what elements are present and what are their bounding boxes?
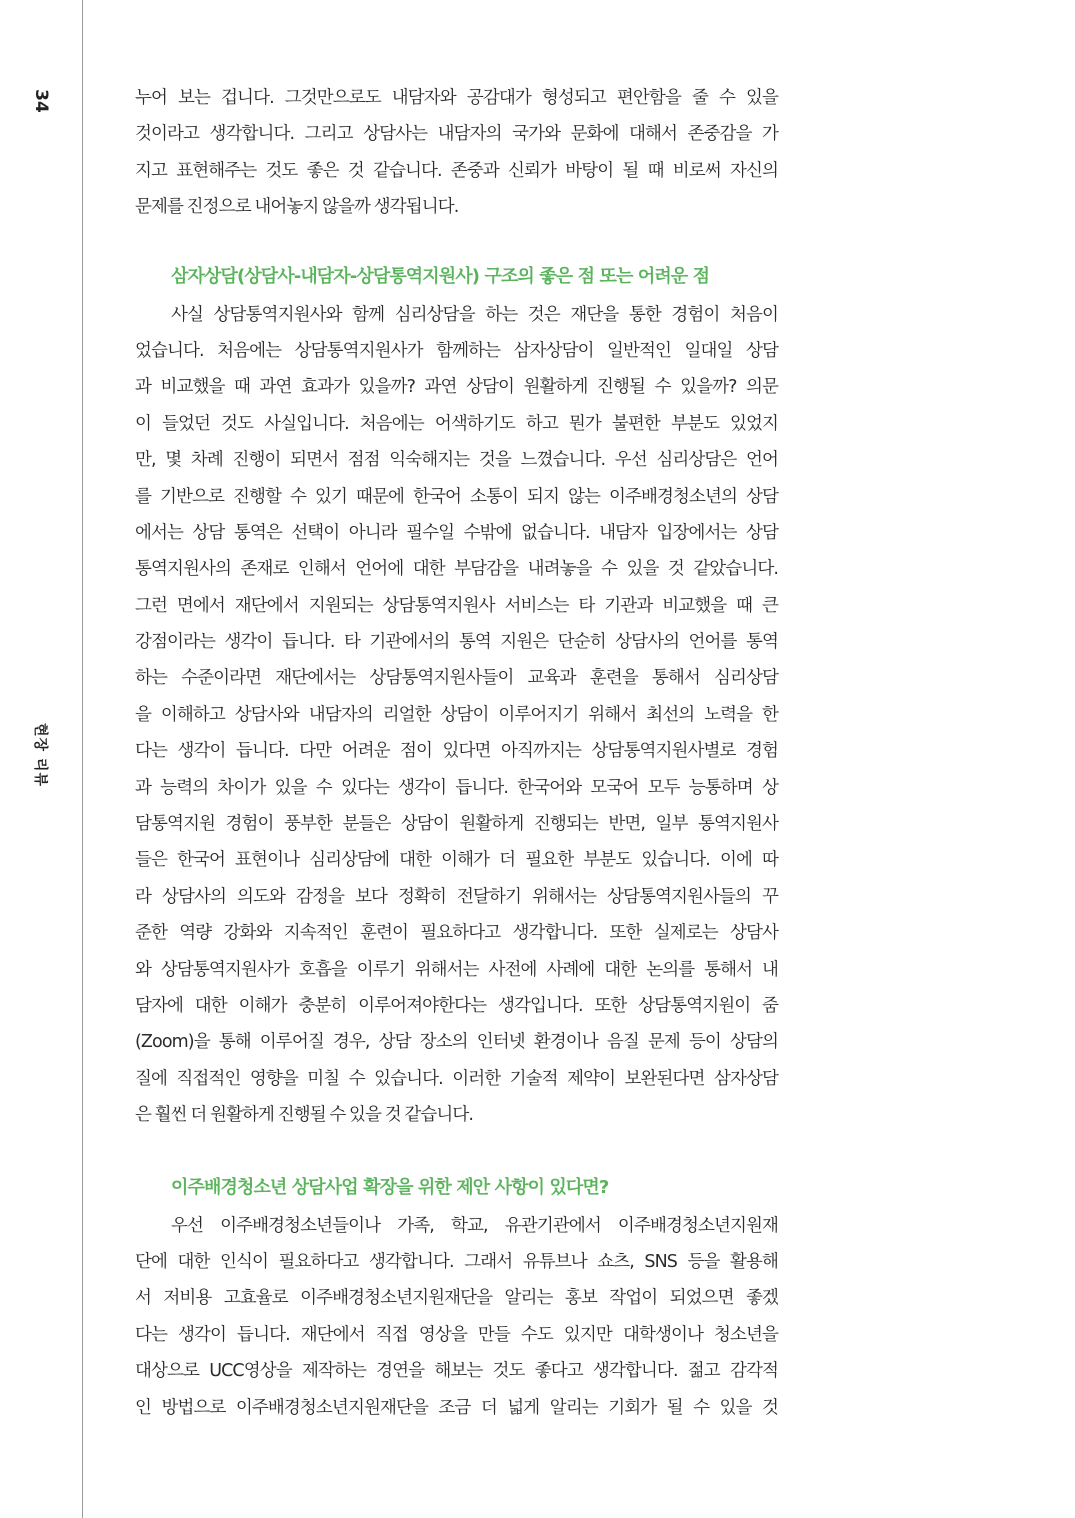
text-line: 다는 생각이 듭니다. 재단에서 직접 영상을 만들 수도 있지만 대학생이나 청소년을 [135, 1324, 778, 1345]
article-body [135, 80, 778, 1426]
text-line: 통역지원사의 존재로 인해서 언어에 대한 부담감을 내려놓을 수 있을 것 같았습니다. [135, 559, 778, 580]
page-number [29, 86, 53, 116]
text-line: 에서는 상담 통역은 선택이 아니라 필수일 수밖에 없습니다. 내담자 입장에서는 상담 [135, 522, 778, 543]
section-2 [135, 1168, 778, 1426]
text-line: 은 훨씬 더 원활하게 진행될 수 있을 것 같습니다. [135, 1105, 474, 1126]
text-line: 사실 상담통역지원사와 함께 심리상담을 하는 것은 재단을 통한 경험이 처음이 [171, 304, 778, 325]
text-line: 들은 한국어 표현이나 심리상담에 대한 이해가 더 필요한 부분도 있습니다. 이에 따 [135, 850, 778, 871]
intro-paragraph [135, 80, 778, 226]
text-line: 하는 수준이라면 재단에서는 상담통역지원사들이 교육과 훈련을 통해서 심리상담 [135, 668, 778, 689]
text-line: 와 상담통역지원사가 호흡을 이루기 위해서는 사전에 사례에 대한 논의를 통해서 내 [135, 959, 778, 980]
text-line: 를 기반으로 진행할 수 있기 때문에 한국어 소통이 되지 않는 이주배경청소년의 상담 [135, 486, 778, 507]
text-line: 우선 이주배경청소년들이나 가족, 학교, 유관기관에서 이주배경청소년지원재 [171, 1215, 778, 1236]
text-line: 을 이해하고 상담사와 내담자의 리얼한 상담이 이루어지기 위해서 최선의 노력을 한 [135, 704, 778, 725]
text-line: (Zoom)을 통해 이루어질 경우, 상담 장소의 인터넷 환경이나 음질 문제 등이 상담의 [135, 1032, 778, 1053]
text-line: 문제를 진정으로 내어놓지 않을까 생각됩니다. [135, 197, 459, 218]
text-line: 이 들었던 것도 사실입니다. 처음에는 어색하기도 하고 뭔가 불편한 부분도 있었지 [135, 413, 778, 434]
text-line: 었습니다. 처음에는 상담통역지원사가 함께하는 삼자상담이 일반적인 일대일 상담 [135, 340, 778, 361]
section-heading: 이주배경청소년 상담사업 확장을 위한 제안 사항이 있다면? [171, 1176, 609, 1198]
text-line: 지고 표현해주는 것도 좋은 것 같습니다. 존중과 신뢰가 바탕이 될 때 비로써 자신의 [135, 160, 778, 181]
text-line: 준한 역량 강화와 지속적인 훈련이 필요하다고 생각합니다. 또한 실제로는 상담사 [135, 923, 778, 944]
text-line: 인 방법으로 이주배경청소년지원재단을 조금 더 넓게 알리는 기회가 될 수 있을 것 [135, 1397, 778, 1418]
text-line: 과 능력의 차이가 있을 수 있다는 생각이 듭니다. 한국어와 모국어 모두 능통하며 상 [135, 777, 778, 798]
text-line: 다는 생각이 듭니다. 다만 어려운 점이 있다면 아직까지는 상담통역지원사별로 경험 [135, 741, 778, 762]
text-line: 단에 대한 인식이 필요하다고 생각합니다. 그래서 유튜브나 쇼츠, SNS 등을 활용해 [135, 1251, 778, 1272]
text-line: 담통역지원 경험이 풍부한 분들은 상담이 원활하게 진행되는 반면, 일부 통역지원사 [135, 814, 778, 835]
text-line: 라 상담사의 의도와 감정을 보다 정확히 전달하기 위해서는 상담통역지원사들의 꾸 [135, 886, 778, 907]
text-line: 만, 몇 차례 진행이 되면서 점점 익숙해지는 것을 느꼈습니다. 우선 심리상담은 언어 [135, 450, 778, 471]
section-label-text: 현장 리뷰 [32, 723, 49, 787]
text-line: 서 저비용 고효율로 이주배경청소년지원재단을 알리는 홍보 작업이 되었으면 좋겠 [135, 1288, 778, 1309]
text-line: 과 비교했을 때 과연 효과가 있을까? 과연 상담이 원활하게 진행될 수 있을까? 의문 [135, 377, 778, 398]
section-heading: 삼자상담(상담사-내담자-상담통역지원사) 구조의 좋은 점 또는 어려운 점 [171, 265, 710, 287]
text-line: 그런 면에서 재단에서 지원되는 상담통역지원사 서비스는 타 기관과 비교했을 때 큰 [135, 595, 778, 616]
text-line: 것이라고 생각합니다. 그리고 상담사는 내담자의 국가와 문화에 대해서 존중감을 가 [135, 124, 778, 145]
text-line: 대상으로 UCC영상을 제작하는 경연을 해보는 것도 좋다고 생각합니다. 젊고 감각적 [135, 1361, 778, 1382]
text-line: 담자에 대한 이해가 충분히 이루어져야한다는 생각입니다. 또한 상담통역지원이 줌 [135, 995, 778, 1016]
text-line: 질에 직접적인 영향을 미칠 수 있습니다. 이러한 기술적 제약이 보완된다면 삼자상담 [135, 1068, 778, 1089]
text-line: 강점이라는 생각이 듭니다. 타 기관에서의 통역 지원은 단순히 상담사의 언어를 통역 [135, 632, 778, 653]
page-number-text: 34 [30, 89, 51, 113]
section-label [29, 720, 53, 790]
text-line: 누어 보는 겁니다. 그것만으로도 내담자와 공감대가 형성되고 편안함을 줄 수 있을 [135, 88, 778, 108]
side-rule [82, 0, 83, 1518]
section-1 [135, 257, 778, 1134]
